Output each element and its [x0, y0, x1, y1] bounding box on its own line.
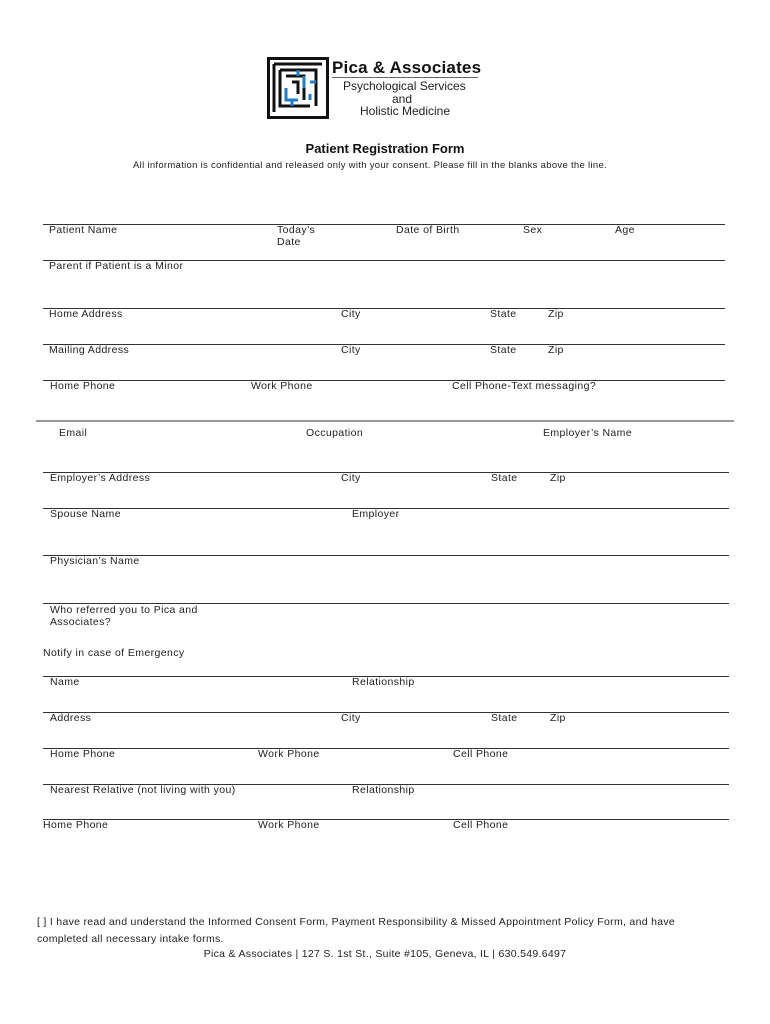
employer-label: Employer: [352, 508, 400, 520]
email-label: Email: [59, 427, 88, 439]
cell-phone-label-2: Cell Phone: [453, 748, 509, 760]
nearest-relative-label: Nearest Relative (not living with you): [50, 784, 236, 796]
sex-label: Sex: [523, 224, 543, 236]
city-label-1: City: [341, 308, 361, 320]
form-title: Patient Registration Form: [305, 141, 465, 156]
city-label-3: City: [341, 472, 361, 484]
form-subtitle: All information is confidential and released only with your consent. Please fill in the blanks above the line.: [133, 160, 607, 171]
state-label-1: State: [490, 308, 517, 320]
state-label-3: State: [491, 472, 518, 484]
spouse-name-label: Spouse Name: [50, 508, 121, 520]
home-phone-label-3: Home Phone: [43, 819, 109, 831]
zip-label-2: Zip: [548, 344, 564, 356]
em-name-label: Name: [50, 676, 80, 688]
acknowledgement-checkbox-text[interactable]: [ ] I have read and understand the Informed Consent Form, Payment Responsibility & Missed Appointment Policy Form, and have completed all necessary intake forms.: [37, 916, 676, 945]
line-home-address[interactable]: [43, 308, 725, 309]
line-physician[interactable]: [43, 555, 729, 556]
home-address-label: Home Address: [49, 308, 123, 320]
dob-label: Date of Birth: [396, 224, 460, 236]
zip-label-4: Zip: [550, 712, 566, 724]
line-mailing-address[interactable]: [43, 344, 725, 345]
occupation-label: Occupation: [306, 427, 364, 439]
state-label-2: State: [490, 344, 517, 356]
em-relationship-label: Relationship: [352, 676, 415, 688]
physicians-name-label: Physician’s Name: [50, 555, 140, 567]
footer-address: Pica & Associates | 127 S. 1st St., Suite #105, Geneva, IL | 630.549.6497: [203, 948, 567, 960]
state-label-4: State: [491, 712, 518, 724]
work-phone-label-2: Work Phone: [258, 748, 320, 760]
logo-underline: [332, 77, 478, 78]
zip-label-1: Zip: [548, 308, 564, 320]
line-phones-2[interactable]: [43, 748, 729, 749]
referred-by-label: Who referred you to Pica and Associates?: [50, 604, 198, 628]
relative-relationship-label: Relationship: [352, 784, 415, 796]
logo-name: Pica & Associates: [332, 58, 482, 77]
logo-line2: and: [392, 92, 413, 106]
logo-line1: Psychological Services: [343, 79, 466, 93]
maze-logo-icon: [267, 57, 329, 119]
cell-phone-text-label: Cell Phone-Text messaging?: [452, 380, 597, 392]
em-address-label: Address: [50, 712, 92, 724]
cell-phone-label-3: Cell Phone: [453, 819, 509, 831]
todays-date-label: Today’s Date: [277, 224, 316, 248]
home-phone-label-2: Home Phone: [50, 748, 116, 760]
logo-line3: Holistic Medicine: [360, 104, 451, 118]
emergency-header: Notify in case of Emergency: [43, 647, 185, 659]
line-phones-3[interactable]: [43, 819, 729, 820]
line-em-address[interactable]: [43, 712, 729, 713]
parent-minor-label: Parent if Patient is a Minor: [49, 260, 184, 272]
line-email[interactable]: [36, 420, 734, 422]
city-label-2: City: [341, 344, 361, 356]
mailing-address-label: Mailing Address: [49, 344, 130, 356]
city-label-4: City: [341, 712, 361, 724]
patient-name-label: Patient Name: [49, 224, 118, 236]
age-label: Age: [615, 224, 635, 236]
work-phone-label-1: Work Phone: [251, 380, 313, 392]
employers-address-label: Employer’s Address: [50, 472, 151, 484]
employers-name-label: Employer’s Name: [543, 427, 633, 439]
home-phone-label-1: Home Phone: [50, 380, 116, 392]
work-phone-label-3: Work Phone: [258, 819, 320, 831]
line-phones-1[interactable]: [43, 380, 725, 381]
zip-label-3: Zip: [550, 472, 566, 484]
